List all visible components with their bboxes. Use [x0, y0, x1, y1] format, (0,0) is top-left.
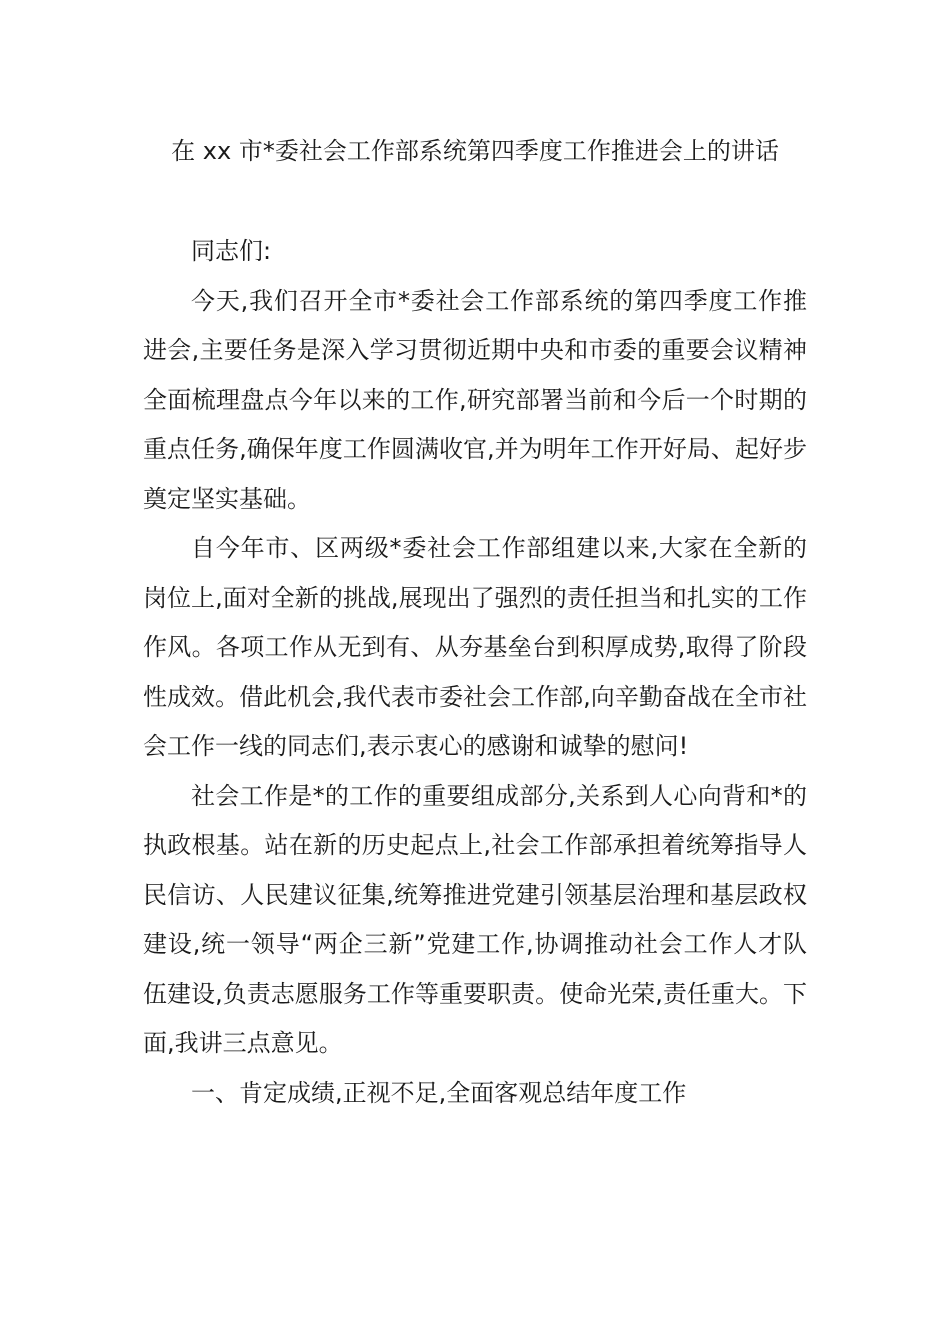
salutation: 同志们: — [191, 237, 272, 265]
section-heading-one: 一、肯定成绩,正视不足,全面客观总结年度工作 — [191, 1078, 687, 1107]
paragraph-intro: 今天,我们召开全市*委社会工作部系统的第四季度工作推进会,主要任务是深入学习贯彻近期中央和市委的重要会议精神全面梳理盘点今年以来的工作,研究部署当前和今后一个时期的重点任务,确保年度工作圆满收官,并为明年工作开好局、起好步奠定坚实基础。 — [143, 286, 807, 513]
paragraph-responsibilities: 社会工作是*的工作的重要组成部分,关系到人心向背和*的执政根基。站在新的历史起点上,社会工作部承担着统筹指导人民信访、人民建议征集,统筹推进党建引领基层治理和基层政权建设,统一领导“两企三新”党建工作,协调推动社会工作人才队伍建设,负责志愿服务工作等重要职责。使命光荣,责任重大。下面,我讲三点意见。 — [143, 781, 807, 1057]
document-body — [143, 227, 807, 1118]
paragraph-achievements: 自今年市、区两级*委社会工作部组建以来,大家在全新的岗位上,面对全新的挑战,展现出了强烈的责任担当和扎实的工作作风。各项工作从无到有、从夯基垒台到积厚成势,取得了阶段性成效。借此机会,我代表市委社会工作部,向辛勤奋战在全市社会工作一线的同志们,表示衷心的感谢和诚挚的慰问! — [143, 534, 807, 760]
document-title: 在 xx 市*委社会工作部系统第四季度工作推进会上的讲话 — [171, 137, 779, 165]
